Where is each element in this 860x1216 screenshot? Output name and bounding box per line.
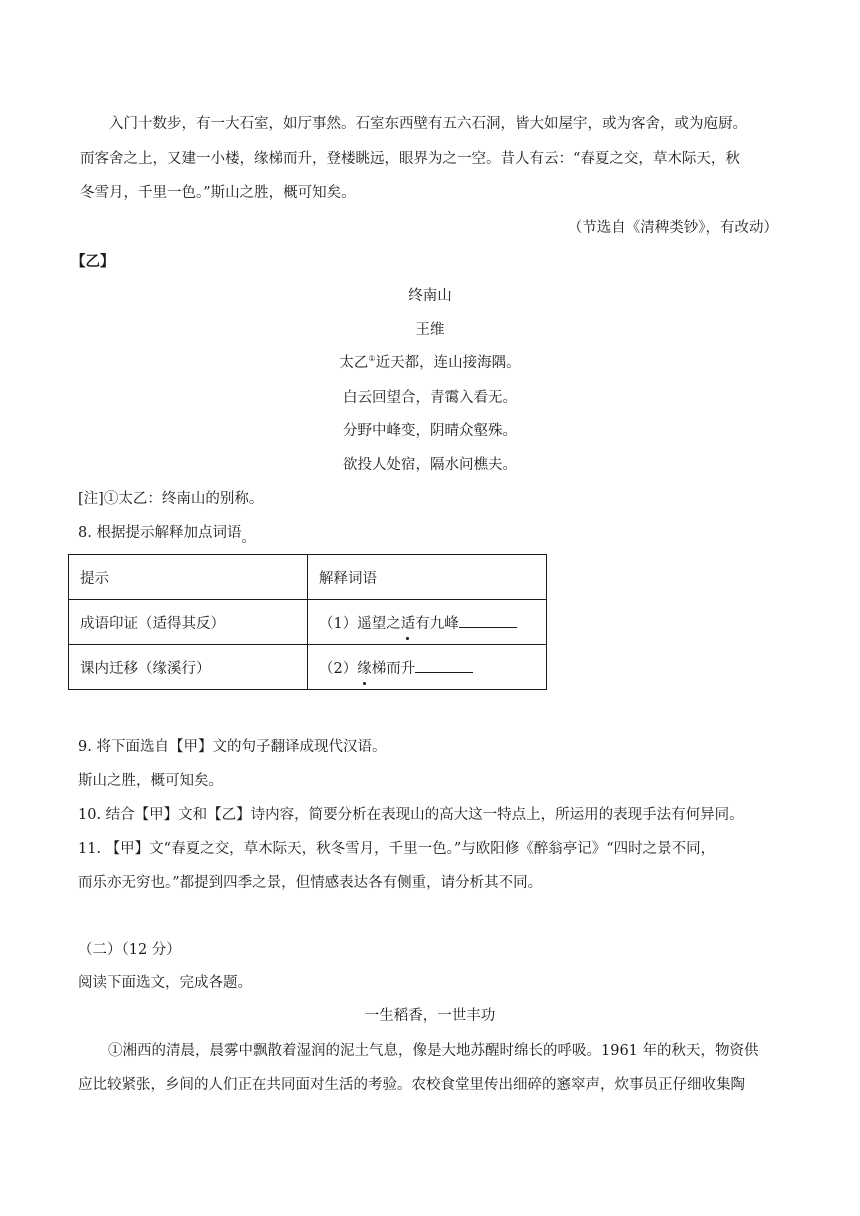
question-9: 9. 将下面选自【甲】文的句子翻译成现代汉语。 <box>78 739 387 755</box>
table-header-explain: 解释词语 <box>308 555 547 600</box>
passage-jia-line-3: 冬雪月，千里一色。”斯山之胜，概可知矣。 <box>80 185 356 201</box>
hint-table <box>68 554 547 690</box>
answer-blank[interactable] <box>415 660 473 673</box>
answer-cell: （2）缘梯而升 <box>308 645 547 690</box>
article-para-1-line-2: 应比较紧张，乡间的人们正在共同面对生活的考验。农校食堂里传出细碎的窸窣声，炊事员正仔细收集陶 <box>78 1077 745 1093</box>
question-8: 8. 根据提示解释加点词语。 <box>78 525 256 546</box>
article-para-1-line-1: ①湘西的清晨，晨雾中飘散着湿润的泥土气息，像是大地苏醒时绵长的呼吸。1961 年的秋天，物资供 <box>108 1043 759 1059</box>
section-label-yi: 【乙】 <box>71 253 115 270</box>
dotted-word: 缘 <box>357 657 372 678</box>
poem-author: 王维 <box>415 322 445 338</box>
question-11-line-1: 11. 【甲】文“春夏之交，草木际天，秋冬雪月，千里一色。”与欧阳修《醉翁亭记》“四时之景不同， <box>78 841 716 857</box>
poem-note: [注]①太乙：终南山的别称。 <box>78 491 264 507</box>
hint-cell: 课内迁移（缘溪行） <box>69 645 308 690</box>
passage-jia-line-2: 而客舍之上，又建一小楼，缘梯而升，登楼眺远，眼界为之一空。昔人有云：“春夏之交，草木际天，秋 <box>80 151 740 167</box>
passage-jia-line-1: 入门十数步，有一大石室，如厅事然。石室东西壁有五六石洞，皆大如屋宇，或为客舍，或为庖厨。 <box>109 116 747 132</box>
hint-cell: 成语印证（适得其反） <box>69 600 308 645</box>
dotted-word: 适 <box>401 612 416 633</box>
table-row <box>69 600 547 645</box>
footnote-marker: ① <box>368 354 376 364</box>
section-2-instruction: 阅读下面选文，完成各题。 <box>78 975 252 991</box>
table-row <box>69 555 547 600</box>
question-11-line-2: 而乐亦无穷也。”都提到四季之景，但情感表达各有侧重，请分析其不同。 <box>78 875 543 891</box>
table-row <box>69 645 547 690</box>
poem-line-2: 白云回望合，青霭入看无。 <box>343 390 517 406</box>
table-header-hint: 提示 <box>69 555 308 600</box>
question-10: 10. 结合【甲】文和【乙】诗内容，简要分析在表现山的高大这一特点上，所运用的表现手法有何异同。 <box>78 807 744 823</box>
answer-cell: （1）遥望之适有九峰 <box>308 600 547 645</box>
section-2-header: （二）（12 分） <box>78 942 181 958</box>
article-title: 一生稻香，一世丰功 <box>364 1008 496 1024</box>
question-9-sentence: 斯山之胜，概可知矣。 <box>78 773 223 789</box>
poem-line-3: 分野中峰变，阴晴众壑殊。 <box>343 423 517 439</box>
answer-blank[interactable] <box>459 615 517 628</box>
poem-title: 终南山 <box>408 288 452 304</box>
poem-line-4: 欲投人处宿，隔水问樵夫。 <box>343 457 517 473</box>
passage-source: （节选自《清稗类钞》，有改动） <box>567 220 778 236</box>
poem-line-1: 太乙①近天都，连山接海隅。 <box>339 354 521 371</box>
